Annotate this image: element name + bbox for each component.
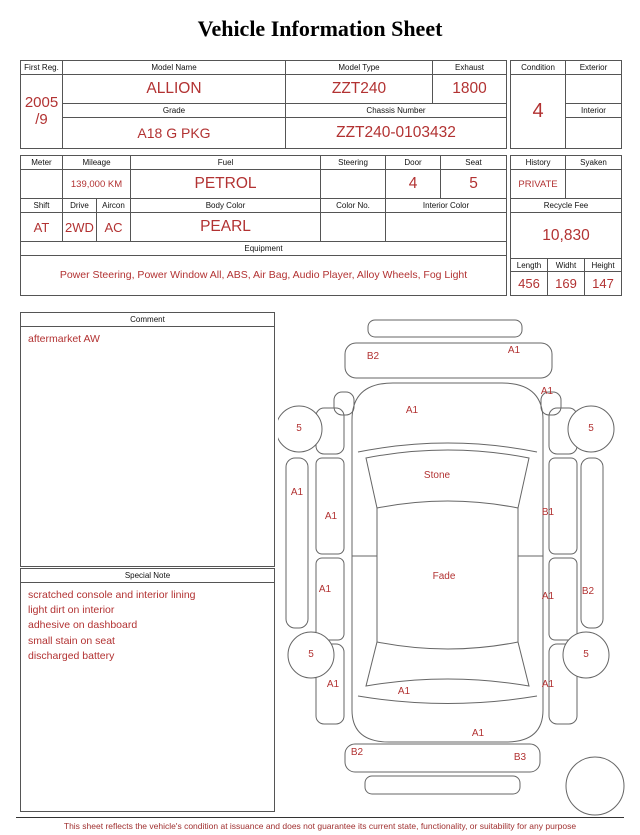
interior-header: Interior	[566, 104, 622, 118]
spare-tire	[566, 757, 624, 815]
rear-window	[366, 642, 529, 686]
damage-label-right-fender: A1	[540, 386, 554, 397]
fuel-value: PETROL	[131, 170, 321, 199]
trunk-line	[358, 696, 537, 704]
car-diagram	[278, 312, 635, 817]
length-value: 456	[511, 272, 548, 296]
condition-table	[510, 60, 622, 149]
equipment-header: Equipment	[21, 242, 507, 256]
color-no-header: Color No.	[321, 199, 386, 213]
aircon-header: Aircon	[97, 199, 131, 213]
left-rocker-panel	[286, 458, 308, 628]
mileage-header: Mileage	[63, 156, 131, 170]
wheel-label-rear-left: 5	[308, 649, 314, 660]
recycle-fee-value: 10,830	[511, 213, 622, 259]
first-reg-value	[21, 75, 63, 149]
steering-value	[321, 170, 386, 199]
exterior-value	[566, 75, 622, 104]
door-header: Door	[386, 156, 441, 170]
hood-line	[358, 443, 537, 452]
special-note-box-title: Special Note	[21, 569, 274, 583]
syaken-value	[566, 170, 622, 199]
special-note-list	[21, 583, 274, 669]
meter-header: Meter	[21, 156, 63, 170]
damage-label-left-quarter: A1	[326, 679, 340, 690]
damage-label-rear-bumper-left: B2	[350, 747, 364, 758]
first-reg-year: 2005	[24, 94, 59, 111]
width-value: 169	[548, 272, 585, 296]
damage-label-front-bumper-left: B2	[366, 351, 380, 362]
damage-label-rear-bumper-right: B3	[513, 752, 527, 763]
history-value: PRIVATE	[511, 170, 566, 199]
right-front-door	[549, 458, 577, 554]
damage-label-left-front-door: A1	[324, 511, 338, 522]
exhaust-header: Exhaust	[433, 61, 507, 75]
special-note-line: light dirt on interior	[28, 604, 115, 617]
chassis-number-header: Chassis Number	[286, 104, 507, 118]
paint-note-label-windshield: Stone	[423, 470, 451, 481]
paint-note-label-roof: Fade	[432, 571, 456, 582]
meter-value	[21, 170, 63, 199]
model-type-header: Model Type	[286, 61, 433, 75]
drive-header: Drive	[63, 199, 97, 213]
wheel-label-front-right: 5	[588, 423, 594, 434]
condition-value: 4	[511, 75, 566, 149]
length-header: Length	[511, 259, 548, 272]
damage-label-left-rear-door: A1	[318, 584, 332, 595]
recycle-fee-header: Recycle Fee	[511, 199, 622, 213]
drive-value: 2WD	[63, 213, 97, 242]
special-note-box	[20, 568, 275, 812]
body-color-header: Body Color	[131, 199, 321, 213]
height-value: 147	[585, 272, 622, 296]
first-reg-header: First Reg.	[21, 61, 63, 75]
syaken-header: Syaken	[566, 156, 622, 170]
shift-value: AT	[21, 213, 63, 242]
shift-header: Shift	[21, 199, 63, 213]
color-no-value	[321, 213, 386, 242]
wheel-label-rear-right: 5	[583, 649, 589, 660]
history-table	[510, 155, 622, 296]
model-name-value: ALLION	[63, 75, 286, 104]
history-header: History	[511, 156, 566, 170]
front-strip	[368, 320, 522, 337]
damage-label-trunk-lower: A1	[471, 728, 485, 739]
condition-header: Condition	[511, 61, 566, 75]
aircon-value: AC	[97, 213, 131, 242]
damage-label-right-front-door: B1	[541, 507, 555, 518]
door-value: 4	[386, 170, 441, 199]
right-rocker-panel	[581, 458, 603, 628]
comment-box	[20, 312, 275, 567]
fuel-header: Fuel	[131, 156, 321, 170]
seat-header: Seat	[441, 156, 507, 170]
body-color-value: PEARL	[131, 213, 321, 242]
seat-value: 5	[441, 170, 507, 199]
damage-label-trunk: A1	[397, 686, 411, 697]
spec-table	[20, 155, 507, 296]
chassis-number-value: ZZT240-0103432	[286, 118, 507, 149]
special-note-line: scratched console and interior lining	[28, 589, 196, 601]
comment-text: aftermarket AW	[28, 333, 100, 345]
damage-label-right-rear-door: A1	[541, 591, 555, 602]
interior-color-value	[386, 213, 507, 242]
damage-label-front-bumper-right: A1	[507, 345, 521, 356]
special-note-line: adhesive on dashboard	[28, 619, 138, 632]
damage-label-left-rocker: A1	[290, 487, 304, 498]
page-title: Vehicle Information Sheet	[197, 16, 443, 41]
interior-color-header: Interior Color	[386, 199, 507, 213]
rear-bumper	[345, 744, 540, 772]
width-header: Widht	[548, 259, 585, 272]
exterior-header: Exterior	[566, 61, 622, 75]
steering-header: Steering	[321, 156, 386, 170]
left-mirror	[334, 392, 354, 415]
damage-label-right-rocker: B2	[581, 586, 595, 597]
interior-value	[566, 118, 622, 149]
disclaimer-text: This sheet reflects the vehicle's condition at issuance and does not guarantee its current state, functionality, or suitability for any purpose	[16, 817, 624, 831]
model-name-header: Model Name	[63, 61, 286, 75]
damage-label-hood: A1	[405, 405, 419, 416]
car-diagram-drawing	[278, 312, 635, 817]
equipment-value: Power Steering, Power Window All, ABS, Air Bag, Audio Player, Alloy Wheels, Fog Light	[21, 256, 507, 296]
first-reg-month: /9	[35, 110, 48, 128]
height-header: Height	[585, 259, 622, 272]
model-type-value: ZZT240	[286, 75, 433, 104]
grade-value: A18 G PKG	[63, 118, 286, 149]
exhaust-value: 1800	[433, 75, 507, 104]
special-note-line: discharged battery	[28, 649, 115, 662]
wheel-label-front-left: 5	[296, 423, 302, 434]
special-note-line: small stain on seat	[28, 634, 115, 647]
car-body	[352, 383, 543, 742]
left-rear-door	[316, 558, 344, 640]
left-front-door	[316, 458, 344, 554]
rear-strip	[365, 776, 520, 794]
identity-table	[20, 60, 507, 149]
grade-header: Grade	[63, 104, 286, 118]
comment-box-title: Comment	[21, 313, 274, 327]
mileage-value: 139,000 KM	[63, 170, 131, 199]
damage-label-right-quarter: A1	[541, 679, 555, 690]
